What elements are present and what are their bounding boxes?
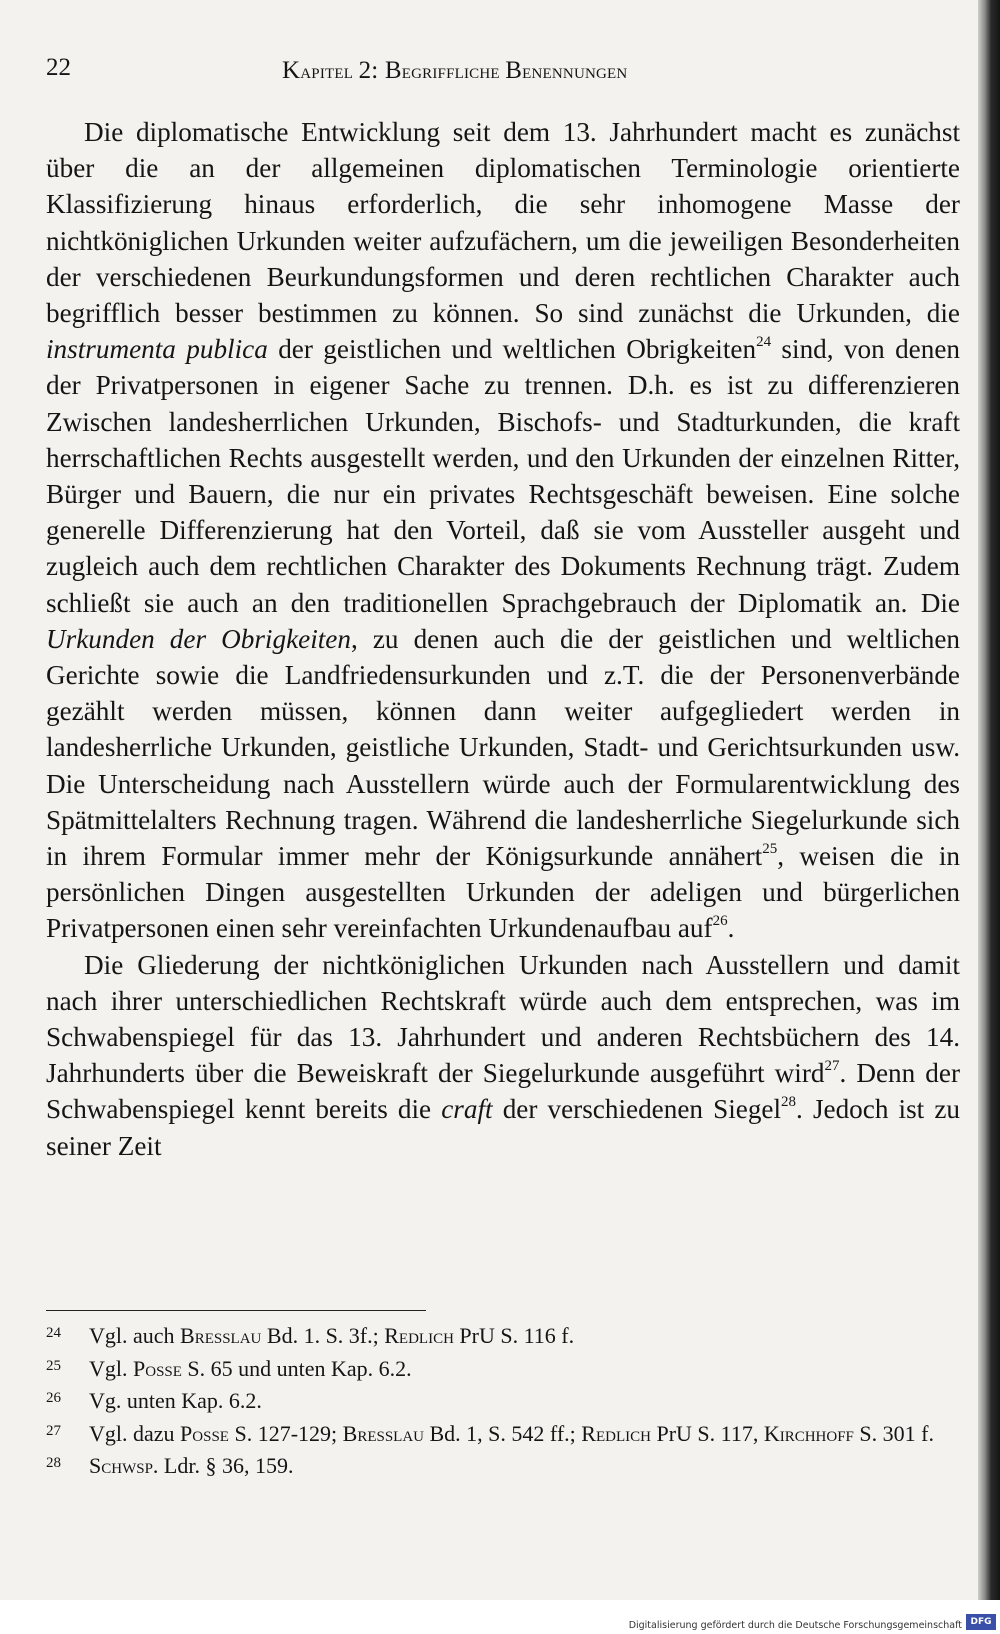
footnote-ref-24[interactable]: 24 [756,334,772,351]
paragraph-1: Die diplomatische Entwicklung seit dem 13. Jahrhundert macht es zunächst über die an der allgemeinen diplomatischen Terminologie orientierte Klassifizierung hinaus erforderlich, die sehr inhomogene Masse der nichtköniglichen Urkunden weiter aufzufächern, um die jeweiligen Besonderheiten der verschiedenen Beurkundungsformen und deren rechtlichen Charakter auch begrifflich besser bestimmen zu können. So sind zunächst die Urkunden, die instrumenta publica der geistlichen und weltlichen Obrigkeiten$^{24}$ sind, von denen der Privatpersonen in eigener Sache zu trennen. D.h. es ist zu differenzieren Zwischen landesherrlichen Urkunden, Bischofs- und Stadturkunden, die kraft herrschaftlichen Rechts ausgestellt werden, und den Urkunden der einzelnen Ritter, Bürger und Bauern, die nur ein privates Rechtsgeschäft beweisen. Eine solche generelle Differenzierung hat den Vorteil, daß sie vom Aussteller ausgeht und zugleich auch dem rechtlichen Charakter des Dokuments Rechnung trägt. Zudem schließt sie auch an den traditionellen Sprachgebrauch der Diplomatik an. Die Urkunden der Obrigkeiten, zu denen auch die der geistlichen und weltlichen Gerichte sowie die Landfriedensurkunden und z.T. die der Personenverbände gezählt werden müssen, können dann weiter aufgegliedert werden in landesherrliche Urkunden, geistliche Urkunden, Stadt- und Gerichtsurkunden usw. Die Unterscheidung nach Ausstellern würde auch der Formularentwicklung des Spätmittelalters Rechnung tragen. Während die landesherrliche Siegelurkunde sich in ihrem Formular immer mehr der Königsurkunde annähert$^{25}$, weisen die in persönlichen Dingen ausgestellten Urkunden der adeligen und bürgerlichen Privatpersonen einen sehr vereinfachten Urkundenaufbau auf$^{26}$. [46,117,961,944]
dfg-logo: DFG [966,1614,996,1630]
footnote-27: 27 Vgl. dazu Posse S. 127-129; Bresslau Bd. 1, S. 542 ff.; Redlich PrU S. 117, Kirchhoff S. 301 f. [46,1420,934,1446]
footnote-25: 25 Vgl. Posse S. 65 und unten Kap. 6.2. [46,1355,412,1381]
main-text [46,114,960,1164]
running-head: Kapitel 2: Begriffliche Benennungen [282,57,628,84]
footnote-24: 24 Vgl. auch Bresslau Bd. 1. S. 3f.; Redlich PrU S. 116 f. [46,1323,575,1348]
footnotes [46,1322,960,1485]
footnote-ref-28[interactable]: 28 [781,1094,797,1111]
footnote-28: 28 Schwsp. Ldr. § 36, 159. [46,1453,294,1478]
page-header [46,50,922,90]
footnote-ref-25[interactable]: 25 [762,841,778,858]
page-edge-shadow [978,0,1000,1600]
footnote-26: 26 Vg. unten Kap. 6.2. [46,1388,262,1413]
footnote-ref-26[interactable]: 26 [712,913,728,930]
page-number: 22 [46,54,71,81]
digitization-credit: Digitalisierung gefördert durch die Deutsche Forschungsgemeinschaft [628,1620,962,1631]
paragraph-2: Die Gliederung der nichtköniglichen Urkunden nach Ausstellern und damit nach ihrer unterschiedlichen Rechtskraft würde auch dem entsprechen, was im Schwabenspiegel für das 13. Jahrhundert und anderen Rechtsbüchern des 14. Jahrhunderts über die Beweiskraft der Siegelurkunde ausgeführt wird$^{27}$. Denn der Schwabenspiegel kennt bereits die craft der verschiedenen Siegel$^{28}$. Jedoch ist zu seiner Zeit [46,949,960,1161]
footnote-ref-27[interactable]: 27 [824,1058,840,1075]
footnote-divider [46,1310,426,1311]
